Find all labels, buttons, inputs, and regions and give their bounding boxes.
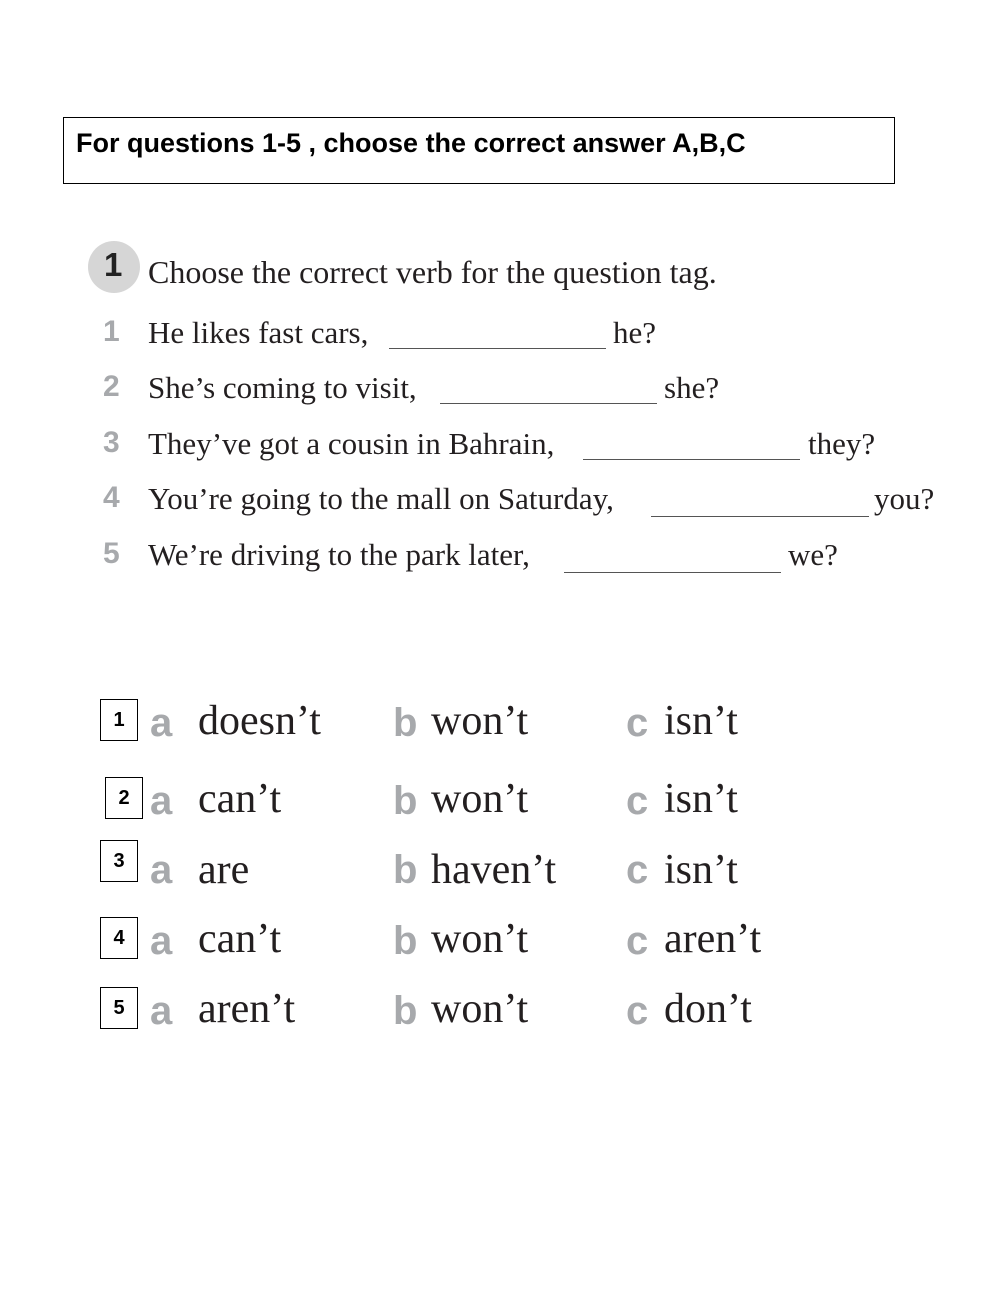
answer-blank[interactable] [440,403,657,404]
option-b-letter: b [393,779,418,823]
option-a[interactable]: aren’t [198,986,296,1032]
question-text: He likes fast cars, [148,315,369,350]
option-c-letter: c [626,989,649,1033]
question-text: They’ve got a cousin in Bahrain, [148,426,555,461]
answer-options-row [0,917,1000,967]
question-text: We’re driving to the park later, [148,537,530,572]
option-a[interactable]: doesn’t [198,698,321,744]
question-number: 1 [103,315,120,348]
instruction-box [63,117,895,184]
exercise-number: 1 [104,246,123,283]
option-a-letter: a [150,989,173,1033]
option-a[interactable]: are [198,847,250,893]
answer-number-box: 3 [100,840,138,882]
option-a[interactable]: can’t [198,916,282,962]
exercise-title: Choose the correct verb for the question tag. [148,254,717,290]
option-b[interactable]: won’t [431,776,529,822]
option-b[interactable]: won’t [431,986,529,1032]
option-b[interactable]: haven’t [431,847,557,893]
option-b-letter: b [393,848,418,892]
option-a-letter: a [150,779,173,823]
option-b[interactable]: won’t [431,916,529,962]
option-c[interactable]: isn’t [664,776,738,822]
question-row [0,315,1000,355]
option-a-letter: a [150,701,173,745]
option-b-letter: b [393,989,418,1033]
option-c-letter: c [626,701,649,745]
answer-options-row [0,777,1000,827]
answer-blank[interactable] [564,572,781,573]
question-row [0,370,1000,410]
option-c-letter: c [626,779,649,823]
question-number: 5 [103,537,120,570]
option-b[interactable]: won’t [431,698,529,744]
option-c[interactable]: isn’t [664,698,738,744]
answer-number-box: 4 [100,917,138,959]
option-b-letter: b [393,919,418,963]
option-c-letter: c [626,848,649,892]
exercise-number-badge [88,241,140,293]
question-tag: they? [808,426,876,461]
question-number: 3 [103,426,120,459]
question-number: 2 [103,370,120,403]
answer-blank[interactable] [583,459,800,460]
question-tag: you? [874,481,935,516]
answer-options-row [0,699,1000,749]
instruction-text: For questions 1-5 , choose the correct answer A,B,C [76,128,746,158]
answer-number-box: 1 [100,699,138,741]
question-tag: she? [664,370,720,405]
question-row [0,537,1000,577]
answer-options-row [0,987,1000,1037]
option-a[interactable]: can’t [198,776,282,822]
question-row [0,426,1000,466]
option-c-letter: c [626,919,649,963]
option-b-letter: b [393,701,418,745]
question-row [0,481,1000,521]
answer-blank[interactable] [389,348,606,349]
option-a-letter: a [150,848,173,892]
option-c[interactable]: isn’t [664,847,738,893]
answer-number-box: 5 [100,987,138,1029]
option-c[interactable]: aren’t [664,916,762,962]
question-text: She’s coming to visit, [148,370,417,405]
question-text: You’re going to the mall on Saturday, [148,481,614,516]
answer-blank[interactable] [651,516,869,517]
answer-number-box: 2 [105,777,143,819]
question-number: 4 [103,481,120,514]
answer-options-row [0,840,1000,893]
option-a-letter: a [150,919,173,963]
question-tag: he? [613,315,657,350]
option-c[interactable]: don’t [664,986,752,1032]
question-tag: we? [788,537,838,572]
